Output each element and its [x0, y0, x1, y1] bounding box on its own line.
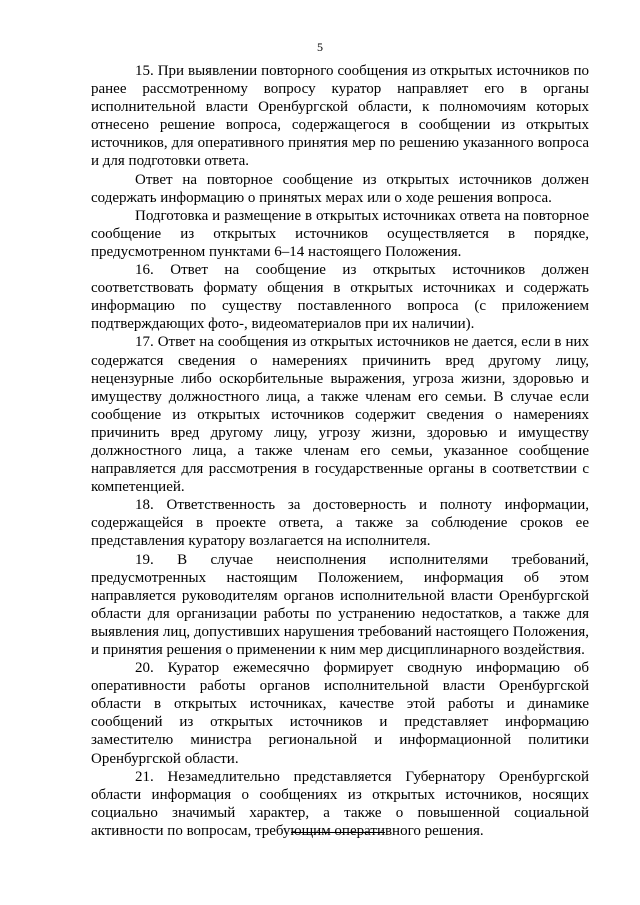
- paragraph-15-answer-content: Ответ на повторное сообщение из открытых источников должен содержать информацию о принятых мерах или о ходе решения вопроса.: [91, 171, 589, 206]
- paragraph-21: 21. Незамедлительно представляется Губернатору Оренбургской области информация о сообщениях из открытых источников, носящих социально значимый характер, а также о повышенной социальной активности по вопросам, требующим оперативного решения.: [91, 768, 589, 839]
- end-separator-line: [291, 832, 385, 833]
- paragraph-15: 15. При выявлении повторного сообщения из открытых источников по ранее рассмотренному вопросу куратор направляет его в органы исполнительной власти Оренбургской области, к полномочиям которых отнесено решение вопроса, содержащегося в сообщении из открытых источников, для оперативного принятия мер по решению указанного вопроса и для подготовки ответа.: [91, 63, 589, 170]
- paragraph-15-answer-preparation: Подготовка и размещение в открытых источниках ответа на повторное сообщение из открытых источников осуществляется в порядке, предусмотренном пунктами 6–14 настоящего Положения.: [91, 207, 589, 260]
- document-body: [91, 62, 589, 840]
- paragraph-16: 16. Ответ на сообщение из открытых источников должен соответствовать формату общения в открытых источниках и содержать информацию по существу поставленного вопроса (с приложением подтверждающих фото-, видеоматериалов при их наличии).: [91, 262, 589, 333]
- paragraph-17: 17. Ответ на сообщения из открытых источников не дается, если в них содержатся сведения о намерениях причинить вред другому лицу, нецензурные либо оскорбительные выражения, угроза жизни, здоровью и имуществу должностного лица, а также членам его семьи. В случае если сообщение из открытых источников содержит сведения о намерениях причинить вред другому лицу, угрозу жизни, здоровью и имуществу должностного лица, а также членам его семьи, указанное сообщение направляется для рассмотрения в государственные органы в соответствии с компетенцией.: [91, 334, 589, 496]
- paragraph-20: 20. Куратор ежемесячно формирует сводную информацию об оперативности работы органов исполнительной власти Оренбургской области в открытых источниках, качестве этой работы и динамике сообщений из открытых источников и представляет информацию заместителю министра региональной и информационной политики Оренбургской области.: [91, 660, 589, 767]
- paragraph-18: 18. Ответственность за достоверность и полноту информации, содержащейся в проекте ответа, а также за соблюдение сроков ее представления куратору возлагается на исполнителя.: [91, 497, 589, 550]
- paragraph-19: 19. В случае неисполнения исполнителями требований, предусмотренных настоящим Положением, информация об этом направляется руководителям органов исполнительной власти Оренбургской области для организации работы по устранению недостатков, а также для выявления лиц, допустивших нарушения требований настоящего Положения, и принятия решения о применении к ним мер дисциплинарного воздействия.: [91, 551, 589, 658]
- page-number: 5: [317, 40, 323, 54]
